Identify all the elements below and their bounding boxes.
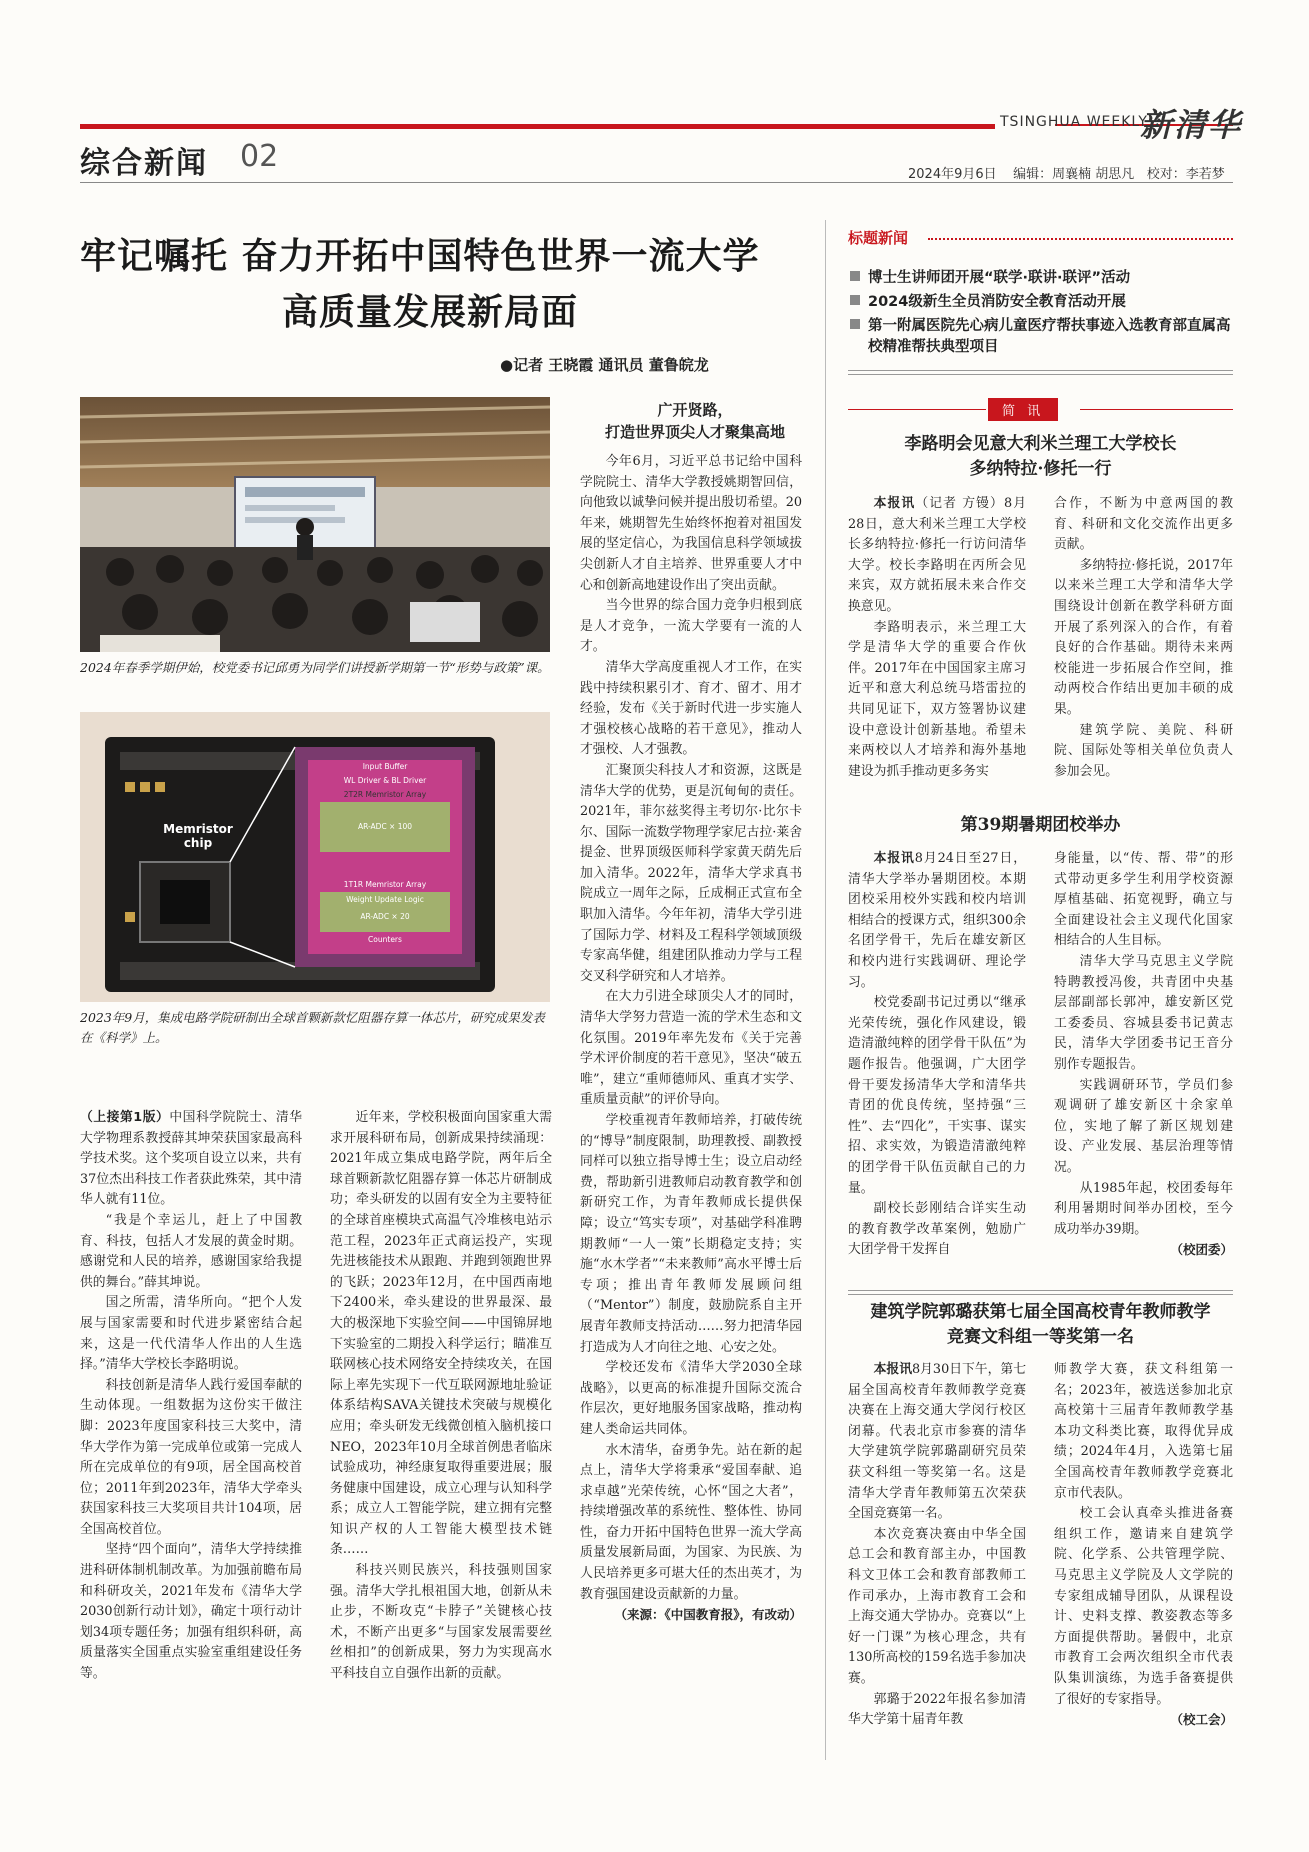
classroom-photo: [80, 397, 550, 652]
newspaper-logo: 新清华: [1140, 106, 1243, 144]
headline-news-item[interactable]: 第一附属医院先心病儿童医疗帮扶事迹入选教育部直属高校精准帮扶典型项目: [850, 316, 1233, 358]
article3-col2: [1054, 1360, 1233, 1731]
article1-title: 李路明会见意大利米兰理工大学校长 多纳特拉·修托一行: [904, 434, 1177, 479]
paragraph: 国之所需，清华所向。“把个人发展与国家需要和时代进步紧密结合起来，这是一代代清华人作出的人生选择。”清华大学校长李路明说。: [80, 1295, 302, 1373]
byline: ●记者 王晓霞 通讯员 董鲁皖龙: [500, 356, 709, 374]
photo2-caption: 2023年9月，集成电路学院研制出全球首颗新款忆阻器存算一体芯片，研究成果发表在《科学》上。: [80, 1010, 545, 1045]
masthead-bottom-rule: [80, 182, 1233, 183]
paragraph: 汇聚顶尖科技人才和资源，这既是清华大学的优势，更是沉甸甸的责任。2021年，菲尔兹奖得主考切尔·比尔卡尔、国际一流数学物理学家尼古拉·莱舍提金、世界顶级医师科学家黄天荫先后加入清华。2022年，清华大学求真书院成立一周年之际，丘成桐正式宣布全职加入清华。今年年初，清华大学引进了国际力学、材料及工程科学领域顶级专家高华健，组建团队推动力学与工程交叉科学研究和人才培养。: [580, 762, 802, 984]
article1-col1: [848, 494, 1026, 782]
paragraph: 本报讯8月24日至27日，清华大学举办暑期团校。本期团校采用校外实践和校内培训相结合的授课方式，组织300余名团学骨干，先后在雄安新区和校内进行实践调研、理论学习。: [848, 851, 1026, 990]
paragraph: 本报讯（记者 方镘）8月28日，意大利米兰理工大学校长多纳特拉·修托一行访问清华大学。校长李路明在丙所会见来宾，双方就拓展未来合作交换意见。: [848, 496, 1027, 614]
issue-date: 2024年9月6日: [908, 167, 997, 182]
paragraph: 建筑学院、美院、科研院、国际处等相关单位负责人参加会见。: [1054, 722, 1233, 779]
paragraph: 在大力引进全球顶尖人才的同时，清华大学努力营造一流的学术生态和文化氛围。2019年率先发布《关于完善学术评价制度的若干意见》，坚决“破五唯”，建立“重师德师风、重真才实学、重质量贡献”的评价导向。: [580, 989, 802, 1108]
lead-headline-line1: 牢记嘱托 奋力开拓中国特色世界一流大学: [80, 235, 760, 277]
paragraph: 今年6月，习近平总书记给中国科学院院士、清华大学教授姚期智回信，向他致以诚挚问候并提出殷切希望。20年来，姚期智先生始终怀抱着对祖国发展的坚定信心，为我国信息科学领域拔尖创新人才自主培养、世界重要人才中心和创新高地建设作出了突出贡献。: [580, 454, 802, 593]
article2-col2: [1054, 849, 1233, 1261]
paragraph: 近年来，学校积极面向国家重大需求开展科研布局，创新成果持续涌现：2021年成立集成电路学院，两年后全球首颗新款忆阻器存算一体芯片研制成功；牵头研发的以固有安全为主要特征的全球首座模块式高温气冷堆核电站示范工程，2023年正式商运投产，实现先进核能技术从跟跑、并跑到领跑世界的飞跃；2023年12月，在中国西南地下2400米，牵头建设的世界最深、最大的极深地下实验空间——中国锦屏地下实验室的二期投入科学运行；瞄准互联网核心技术网络安全持续攻关，在国际上率先实现下一代互联网源地址验证体系结构SAVA关键技术突破与规模化应用；牵头研发无线微创植入脑机接口NEO，2023年10月全球首例患者临床试验成功，神经康复取得重要进展；服务健康中国建设，成立心理与认知科学系；成立人工智能学院，建立拥有完整知识产权的人工智能大模型技术链条……: [330, 1110, 552, 1558]
article3-col1: [848, 1360, 1026, 1731]
paragraph: 本报讯8月30日下午，第七届全国高校青年教师教学竞赛决赛在上海交通大学闵行校区闭幕。代表北京市参赛的清华大学建筑学院郭璐副研究员荣获文科组一等奖第一名。这是清华大学青年教师第五次荣获全国竞赛第一名。: [848, 1362, 1026, 1522]
article2-title: 第39期暑期团校举办: [960, 815, 1121, 835]
paragraph: 科技兴则民族兴，科技强则国家强。清华大学扎根祖国大地，创新从未止步，不断攻克“卡脖子”关键核心技术，不断产出更多“与国家发展需要丝丝相扣”的创新成果，努力为实现高水平科技自立自强作出新的贡献。: [330, 1563, 552, 1682]
bullet-icon: [850, 271, 860, 281]
brief-rule-left: [848, 409, 986, 410]
headline-news-label: 标题新闻: [848, 229, 909, 247]
chip-label-driver: WL Driver & BL Driver: [343, 776, 427, 785]
paragraph: 多纳特拉·修托说，2017年以来米兰理工大学和清华大学围绕设计创新在教学科研方面开展了系列深入的合作，有着良好的合作基础。期待未来两校能进一步拓展合作空间，推动两校合作结出更加丰硕的成果。: [1054, 557, 1233, 717]
lead-column-mid: [330, 1108, 552, 1685]
article2-col1: [848, 849, 1026, 1261]
chip-photo: [80, 712, 550, 1002]
paragraph: 当今世界的综合国力竞争归根到底是人才竞争，一流大学要有一流的人才。: [580, 598, 802, 655]
chip-label-adc20: AR-ADC × 20: [360, 912, 410, 921]
section-name: 综合新闻: [80, 146, 208, 181]
paragraph: 副校长彭刚结合详实生动的教育教学改革案例，勉励广大团学骨干发挥自: [848, 1201, 1026, 1258]
article1-col2: [1054, 494, 1233, 782]
paragraph: 合作，不断为中意两国的教育、科研和文化交流作出更多贡献。: [1054, 496, 1233, 553]
page-number: 02: [240, 139, 279, 174]
proofreader: 校对：李若梦: [1146, 167, 1225, 182]
paragraph: 学校重视青年教师培养，打破传统的“博导”制度限制，助理教授、副教授同样可以独立指导博士生；设立启动经费，帮助新引进教师启动教育教学和创新研究工作，为青年教师成长提供保障；设立“笃实专项”，对基础学科准聘期教师“一人一策”长期稳定支持；实施“水木学者”“未来教师”高水平博士后专项；推出青年教师发展顾问组（“Mentor”）制度，鼓励院系自主开展青年教师支持活动……努力把清华园打造成为人才向往之地、心安之处。: [580, 1113, 802, 1355]
headline-news-item[interactable]: 博士生讲师团开展“联学·联讲·联评”活动: [850, 268, 1233, 289]
paragraph: 科技创新是清华人践行爱国奉献的生动体现。一组数据为这份实干做注脚：2023年度国家科技三大奖中，清华大学作为第一完成单位或第一完成人所在完成单位的有9项，居全国高校首位；2011年到2023年，清华大学牵头获国家科技三大奖项目共计104项，居全国高校首位。: [80, 1377, 302, 1537]
chip-label-adc100: AR-ADC × 100: [357, 822, 413, 831]
article2-author: （校团委）: [1170, 1242, 1233, 1258]
brief-news-tag: 简 讯: [988, 398, 1058, 421]
paragraph: 水木清华，奋勇争先。站在新的起点上，清华大学将秉承“爱国奉献、追求卓越”光荣传统，心怀“国之大者”，持续增强改革的系统性、整体性、协同性，奋力开拓中国特色世界一流大学高质量发展新局面，为国家、为民族、为人民培养更多可堪大任的杰出英才，为教育强国建设贡献新的力量。: [580, 1442, 802, 1602]
paragraph: 本次竞赛决赛由中华全国总工会和教育部主办，中国教科文卫体工会和教育部教师工作司承办，上海市教育工会和上海交通大学协办。竞赛以“上好一门课”为核心理念，共有130所高校的159名选手参加决赛。: [848, 1526, 1026, 1686]
chip-label-weight-update: Weight Update Logic: [346, 895, 424, 904]
lead-column-top: [580, 452, 802, 1626]
chip-label-counters: Counters: [368, 935, 402, 944]
paragraph: 坚持“四个面向”，清华大学持续推进科研体制机制改革。为加强前瞻布局和科研攻关，2021年发布《清华大学2030创新行动计划》，确定十项行动计划34项专题任务；加强有组织科研，高质量落实全国重点实验室重组建设任务等。: [80, 1542, 302, 1682]
headline-news-item[interactable]: 2024级新生全员消防安全教育活动开展: [850, 292, 1233, 313]
paragraph: 从1985年起，校团委每年利用暑期时间举办团校，至今成功举办39期。: [1054, 1180, 1233, 1237]
sidebar-rule: [848, 370, 1233, 375]
chip-label-1t1r: 1T1R Memristor Array: [343, 880, 427, 889]
editors: 编辑：周襄楠 胡思凡: [1013, 167, 1135, 182]
lead-headline-line2: 高质量发展新局面: [282, 291, 579, 333]
article3-title: 建筑学院郭璐获第七届全国高校青年教师教学 竞赛文科组一等奖第一名: [870, 1302, 1211, 1347]
paragraph: “我是个幸运儿，赶上了中国教育、科技，包括人才发展的黄金时期。感谢党和人民的培养，感谢国家给我提供的舞台。”薛其坤说。: [80, 1212, 302, 1290]
masthead-red-rule: [80, 124, 995, 129]
lead-column-left: [80, 1108, 302, 1685]
paragraph: 学校还发布《清华大学2030全球战略》，以更高的标准提升国际交流合作层次，更好地服务国家战略，推动构建人类命运共同体。: [580, 1360, 802, 1437]
headline-news-dots: [928, 238, 1233, 240]
paragraph: 李路明表示，米兰理工大学是清华大学的重要合作伙伴。2017年在中国国家主席习近平和意大利总统马塔雷拉的共同见证下，双方签署协议建设中意设计创新基地。希望未来两校以人才培养和海外基地建设为抓手推动更多务实: [848, 619, 1026, 779]
article3-author: （校工会）: [1170, 1712, 1233, 1728]
bullet-icon: [850, 319, 860, 329]
chip-label-input-buffer: Input Buffer: [362, 762, 408, 771]
chip-label-memristor: Memristor chip: [163, 822, 233, 850]
paragraph: 校党委副书记过勇以“继承光荣传统，强化作风建设，锻造清澈纯粹的团学骨干队伍”为题作报告。他强调，广大团学骨干要发扬清华大学和清华共青团的优良传统，坚持强“三性”、去“四化”，干实事、谋实招、求实效，为锻造清澈纯粹的团学骨干队伍贡献自己的力量。: [848, 995, 1026, 1196]
sidebar-rule: [848, 1290, 1233, 1295]
paragraph: 实践调研环节，学员们参观调研了雄安新区十余家单位，实地了解了新区规划建设、产业发展、基层治理等情况。: [1054, 1077, 1233, 1175]
issue-meta: [908, 163, 1225, 182]
paragraph: 郭璐于2022年报名参加清华大学第十届青年教: [848, 1691, 1026, 1728]
bullet-icon: [850, 295, 860, 305]
paragraph: 校工会认真牵头推进备赛组织工作，邀请来自建筑学院、化学系、公共管理学院、马克思主义学院及人文学院的专家组成辅导团队，从课程设计、史料支撑、教姿教态等多方面提供帮助。暑假中，北京市教育工会两次组织全市代表队集训演练，为选手备赛提供了很好的专家指导。: [1054, 1506, 1233, 1707]
continued-from-label: （上接第1版）: [80, 1110, 170, 1125]
paragraph: 师教学大赛，获文科组第一名；2023年，被选送参加北京高校第十三届青年教师教学基本功文科类比赛，取得优异成绩；2024年4月，入选第七届全国高校青年教师教学竞赛北京市代表队。: [1054, 1362, 1233, 1501]
weekly-label: TSINGHUA WEEKLY: [1000, 114, 1148, 130]
chip-label-2t2r: 2T2R Memristor Array: [343, 790, 427, 799]
lead-subhead: 广开贤路， 打造世界顶尖人才聚集高地: [604, 401, 785, 441]
lead-source: （来源：《中国教育报》，有改动）: [614, 1607, 802, 1623]
column-divider: [825, 220, 826, 1760]
brief-rule-right: [1080, 409, 1233, 410]
paragraph: 身能量，以“传、帮、带”的形式带动更多学生利用学校资源厚植基础、拓宽视野，确立与全面建设社会主义现代化国家相结合的人生目标。: [1054, 851, 1233, 949]
paragraph: （上接第1版）中国科学院院士、清华大学物理系教授薛其坤荣获国家最高科学技术奖。这个奖项自设立以来，共有37位杰出科技工作者获此殊荣，其中清华人就有11位。: [80, 1110, 303, 1208]
paragraph: 清华大学高度重视人才工作，在实践中持续积累引才、育才、留才、用才经验，发布《关于新时代进一步实施人才强校核心战略的若干意见》，推动人才强校、人才强教。: [580, 659, 802, 758]
paragraph: 清华大学马克思主义学院特聘教授冯俊，共青团中央基层部副部长郭冲，雄安新区党工委委员、容城县委书记黄志民，清华大学团委书记王音分别作专题报告。: [1054, 953, 1233, 1072]
photo1-caption: 2024年春季学期伊始，校党委书记邱勇为同学们讲授新学期第一节“形势与政策”课。: [80, 660, 550, 675]
